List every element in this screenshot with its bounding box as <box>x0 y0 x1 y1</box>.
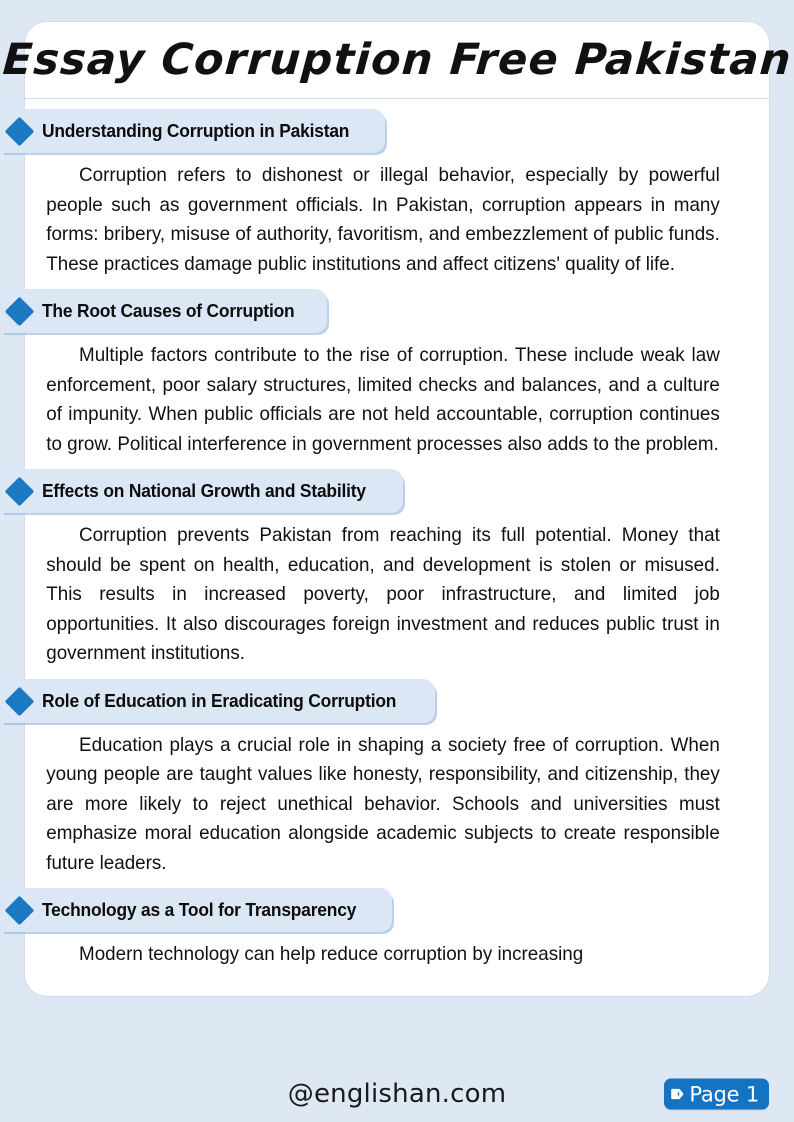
section-heading-row <box>25 888 769 934</box>
page-number-badge[interactable] <box>664 1079 769 1110</box>
section-1 <box>25 109 769 279</box>
section-heading-pill[interactable] <box>0 888 392 932</box>
section-heading-row <box>25 679 769 725</box>
section-paragraph: Education plays a crucial role in shaping a society free of corruption. When young people are taught values like honesty, responsibility, and citizenship, they are more likely to reject unethical behavior. Schools and universities must emphasize moral education alongside academic subjects to create responsible future leaders. <box>46 733 720 874</box>
section-paragraph: Modern technology can help reduce corruption by increasing <box>79 943 584 965</box>
section-paragraph: Multiple factors contribute to the rise of corruption. These include weak law enforcement, poor salary structures, limited checks and balances, and a culture of impunity. When public officials are not held accountable, corruption continues to grow. Political interference in government processes also adds to the problem. <box>46 344 720 455</box>
site-name: @englishan.com <box>287 1079 507 1109</box>
section-2 <box>25 289 769 459</box>
section-heading-label: Effects on National Growth and Stability <box>42 480 366 501</box>
page-title: Essay Corruption Free Pakistan <box>0 35 794 85</box>
section-heading-pill[interactable] <box>0 289 327 333</box>
section-heading-row <box>25 469 769 515</box>
section-paragraph: Corruption prevents Pakistan from reaching its full potential. Money that should be spent on health, education, and development is stolen or misused. This results in increased poverty, poor infrastructure, and limited job opportunities. It also discourages foreign investment and reduces public trust in government institutions. <box>46 524 720 664</box>
section-paragraph: Corruption refers to dishonest or illegal behavior, especially by powerful people such as government officials. In Pakistan, corruption appears in many forms: bribery, misuse of authority, favoritism, and embezzlement of public funds. These practices damage public institutions and affect citizens' quality of life. <box>46 164 720 275</box>
section-heading-pill[interactable] <box>0 469 403 513</box>
section-heading-label: Role of Education in Eradicating Corruption <box>42 689 397 711</box>
arrow-right-icon <box>670 1086 687 1103</box>
section-4 <box>25 679 769 879</box>
page-footer <box>0 1066 794 1122</box>
section-3 <box>25 469 769 669</box>
section-heading-label: Understanding Corruption in Pakistan <box>42 120 350 141</box>
section-5 <box>25 888 769 970</box>
section-heading-row <box>25 109 769 155</box>
document-body <box>25 109 769 996</box>
title-block <box>0 22 794 99</box>
page-number-label: Page 1 <box>689 1082 759 1106</box>
document-card <box>0 22 794 996</box>
section-heading-label: The Root Causes of Corruption <box>42 300 295 321</box>
section-heading-row <box>25 289 769 335</box>
section-heading-pill[interactable] <box>0 679 435 723</box>
section-heading-label: Technology as a Tool for Transparency <box>42 899 357 920</box>
section-heading-pill[interactable] <box>0 109 385 153</box>
